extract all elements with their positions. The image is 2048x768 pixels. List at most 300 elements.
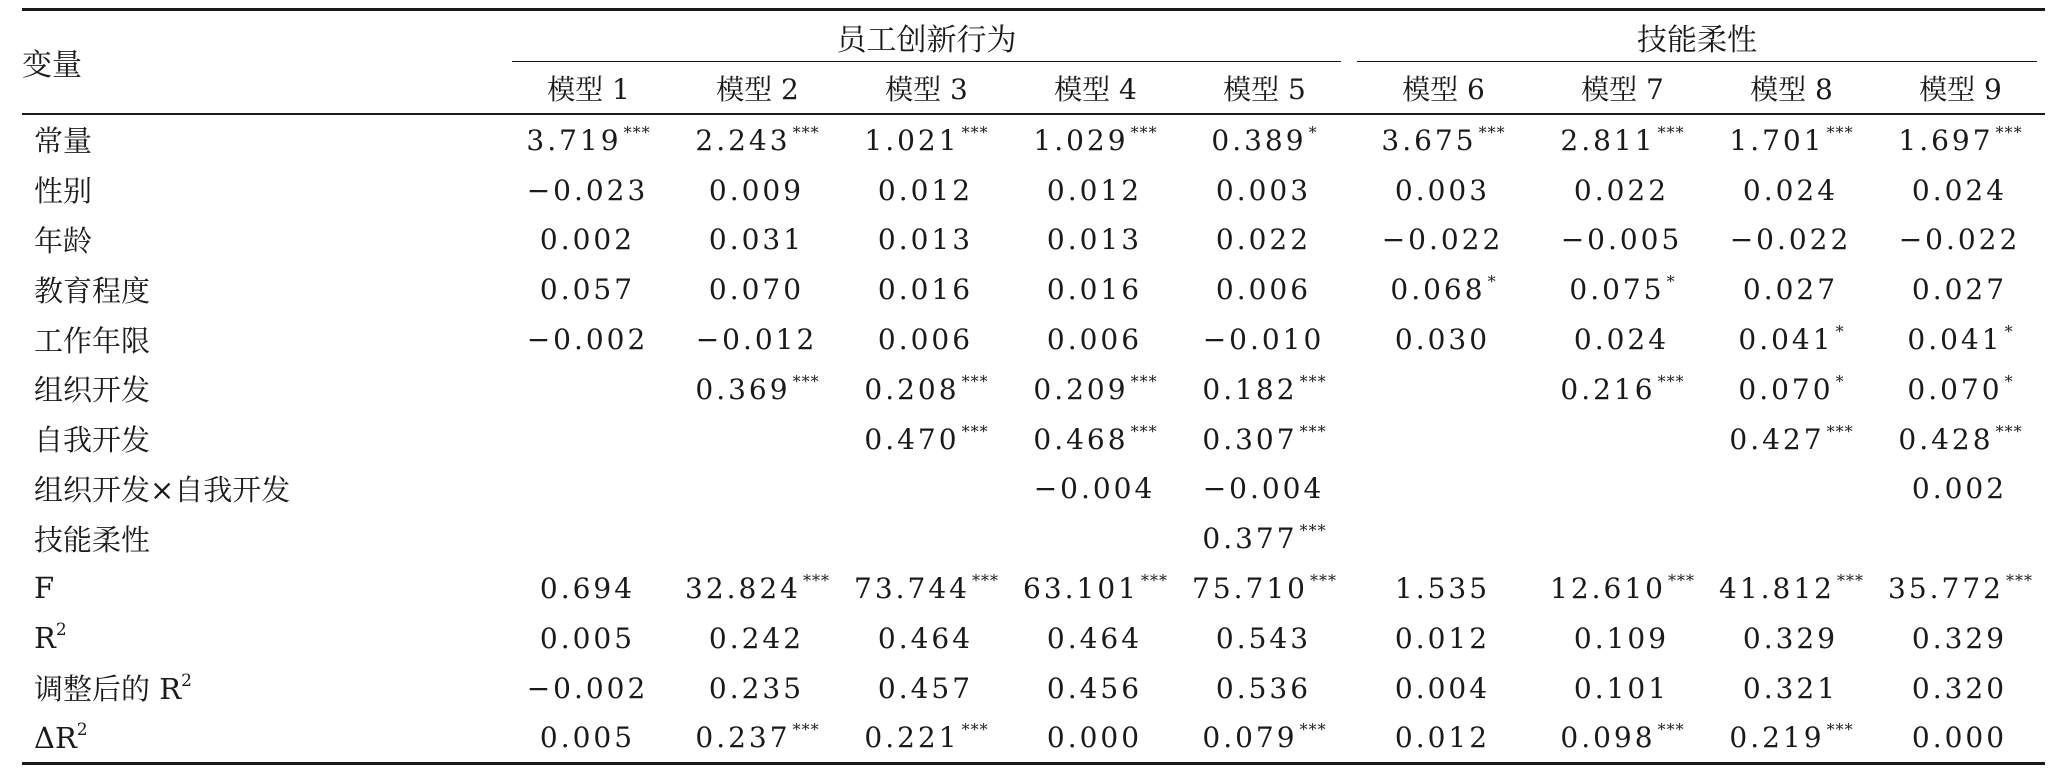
table-cell [1538,314,1707,364]
cell-content [1216,173,1313,207]
cell-content [864,720,988,754]
cell-content [1560,123,1684,157]
cell-content [1719,571,1864,605]
significance-marker: *** [1299,371,1327,391]
cell-content [1047,222,1144,256]
coefficient-value: 0.427 [1729,422,1825,456]
coefficient-value: 0.003 [1215,173,1312,207]
significance-marker: *** [1826,720,1854,740]
significance-marker: *** [1130,421,1158,441]
table-cell [673,114,842,165]
coefficient-value: 0.377 [1202,522,1298,556]
cell-content [1574,671,1671,705]
table-cell [1707,663,1876,713]
cell-content [1729,422,1853,456]
table-cell [842,613,1011,663]
row-label [22,613,504,663]
model-header: 模型 7 [1581,72,1664,106]
row-label-text: 自我开发 [34,423,151,458]
model-header: 模型 6 [1402,72,1485,106]
significance-marker: *** [961,371,989,391]
coefficient-value: 0.456 [1046,671,1143,705]
model-header: 模型 8 [1750,72,1833,106]
coefficient-value: 3.719 [526,123,622,157]
coefficient-value: 0.030 [1394,323,1491,357]
coefficient-value: 2.243 [695,123,791,157]
table-cell [1349,215,1538,265]
coefficient-value: 0.012 [877,173,974,207]
table-row [22,613,2045,663]
table-cell [504,364,673,414]
significance-marker: *** [1826,122,1854,142]
table-cell [842,513,1011,563]
model-header: 模型 5 [1223,72,1306,106]
cell-content [1561,222,1685,256]
table-cell [1876,713,2045,764]
cell-content [1202,422,1326,456]
cell-content [1216,621,1313,655]
cell-content [527,173,651,207]
cell-content [540,571,637,605]
coefficient-value: 0.536 [1215,671,1312,705]
cell-content [864,372,988,406]
coefficient-value: 0.464 [877,621,974,655]
regression-table-container [22,8,2033,765]
table-cell [1707,513,1876,563]
significance-marker: *** [2005,571,2033,591]
significance-marker: *** [961,421,989,441]
table-cell [1876,264,2045,314]
cell-content [1729,123,1853,157]
coefficient-value: 63.101 [1023,572,1139,606]
coefficient-value: −0.002 [526,671,649,705]
cell-content [1203,471,1327,505]
cell-content [696,322,820,356]
cell-content [685,571,830,605]
significance-marker: * [1835,371,1845,391]
table-cell [1538,114,1707,165]
significance-marker: *** [1657,122,1685,142]
table-cell [673,165,842,215]
cell-content [1791,521,1793,555]
coefficient-value: 0.098 [1560,721,1656,755]
table-cell [1876,414,2045,464]
table-cell [504,713,673,764]
cell-content [1203,322,1327,356]
row-label [22,165,504,215]
cell-content [1574,621,1671,655]
table-cell [673,364,842,414]
cell-content [1395,322,1492,356]
table-cell [1011,513,1180,563]
coefficient-value: −0.004 [1202,472,1325,506]
cell-content [1382,222,1506,256]
row-label [22,314,504,364]
cell-content [757,471,759,505]
variable-column-header: 变量 [22,10,504,115]
table-cell [842,713,1011,764]
table-cell [1707,364,1876,414]
coefficient-value: 0.006 [877,323,974,357]
model-header: 模型 2 [716,72,799,106]
coefficient-value: 0.003 [1394,173,1491,207]
table-cell [504,464,673,514]
row-label-text: 组织开发 [34,373,151,408]
table-cell [1876,165,2045,215]
cell-content [1202,521,1326,555]
cell-content [540,272,637,306]
coefficient-value: −0.022 [1381,223,1504,257]
significance-marker: * [2004,322,2014,342]
cell-content [1216,272,1313,306]
significance-marker: *** [1657,720,1685,740]
table-cell [1707,563,1876,613]
cell-content [1395,720,1492,754]
cell-content [1574,322,1671,356]
coefficient-value: 0.321 [1742,671,1839,705]
model-header: 模型 4 [1054,72,1137,106]
table-row [22,464,2045,514]
significance-marker: *** [792,122,820,142]
cell-content [527,671,651,705]
coefficient-value: 0.457 [877,671,974,705]
cell-content [926,471,928,505]
coefficient-value: 32.824 [685,572,801,606]
table-cell [1349,613,1538,663]
cell-content [1023,571,1168,605]
cell-content [709,621,806,655]
table-cell [842,314,1011,364]
table-cell [673,713,842,764]
coefficient-value: 0.000 [1911,721,2008,755]
row-label-text: 组织开发×自我开发 [34,472,291,507]
table-cell [1011,264,1180,314]
cell-content [1912,471,2009,505]
cell-content [1907,322,2013,356]
coefficient-value: 41.812 [1719,572,1835,606]
table-cell [1876,314,2045,364]
coefficient-value: 0.320 [1911,671,2008,705]
cell-content [878,322,975,356]
table-cell [1349,464,1538,514]
cell-content [1216,671,1313,705]
coefficient-value: 0.027 [1911,273,2008,307]
cell-content [1550,571,1695,605]
table-cell [1707,713,1876,764]
coefficient-value: 0.182 [1202,372,1298,406]
table-cell [673,563,842,613]
cell-content [878,173,975,207]
table-cell [1707,464,1876,514]
cell-content [695,720,819,754]
row-label-superscript: 2 [76,719,88,740]
cell-content [1912,720,2009,754]
row-label-text: R [34,621,56,656]
coefficient-value: 35.772 [1888,572,2004,606]
significance-marker: *** [1667,571,1695,591]
table-cell [504,314,673,364]
cell-content [1202,720,1326,754]
coefficient-value: −0.005 [1560,223,1683,257]
significance-marker: *** [1130,122,1158,142]
coefficient-value: 1.697 [1898,123,1994,157]
cell-content [588,521,590,555]
table-cell [1349,364,1538,414]
table-cell [1876,215,2045,265]
cell-content [1443,471,1445,505]
cell-content [757,521,759,555]
significance-marker: *** [1826,421,1854,441]
table-cell [1011,563,1180,613]
significance-marker: *** [1299,421,1327,441]
coefficient-value: 0.694 [539,572,636,606]
table-cell [1538,264,1707,314]
cell-content [1743,173,1840,207]
table-cell [504,114,673,165]
table-cell [1876,563,2045,613]
row-label [22,663,504,713]
table-cell [1707,314,1876,364]
cell-content [1912,621,2009,655]
table-cell [673,264,842,314]
coefficient-value: 0.024 [1911,173,2008,207]
coefficient-value: 1.535 [1394,572,1491,606]
table-cell [1011,215,1180,265]
table-cell [673,215,842,265]
cell-content [878,222,975,256]
table-row [22,513,2045,563]
group-header-innovation: 员工创新行为 [504,10,1349,63]
coefficient-value: 0.006 [1046,323,1143,357]
cell-content [1443,422,1445,456]
cell-content [540,621,637,655]
significance-marker: *** [1140,571,1168,591]
table-cell [1180,264,1349,314]
cell-content [1791,471,1793,505]
table-cell [504,165,673,215]
table-cell [504,215,673,265]
coefficient-value: −0.022 [1729,223,1852,257]
cell-content [695,372,819,406]
cell-content [1395,173,1492,207]
significance-marker: *** [1130,371,1158,391]
coefficient-value: 0.009 [708,173,805,207]
coefficient-value: 0.543 [1215,621,1312,655]
table-cell [504,513,673,563]
table-row [22,663,2045,713]
significance-marker: *** [961,122,989,142]
coefficient-value: 0.219 [1729,721,1825,755]
coefficient-value: 0.022 [1573,173,1670,207]
row-label [22,364,504,414]
cell-content [1743,671,1840,705]
coefficient-value: 0.307 [1202,422,1298,456]
cell-content [1622,422,1624,456]
table-cell [842,264,1011,314]
cell-content [1047,173,1144,207]
table-row [22,114,2045,165]
row-label-superscript: 2 [181,671,192,692]
cell-content [588,471,590,505]
coefficient-value: −0.022 [1898,223,2021,257]
coefficient-value: 0.012 [1394,621,1491,655]
cell-content [527,322,651,356]
row-label-text: 常量 [34,124,93,159]
cell-content [1960,521,1962,555]
model-header: 模型 3 [885,72,968,106]
coefficient-value: 0.068 [1390,273,1486,307]
table-row [22,314,2045,364]
cell-content [1912,671,2009,705]
table-cell [1707,613,1876,663]
table-cell [1538,464,1707,514]
table-row [22,563,2045,613]
table-cell [1180,613,1349,663]
cell-content [526,123,650,157]
row-label-text: 工作年限 [34,323,151,358]
regression-results-table [22,8,2045,765]
table-cell [842,464,1011,514]
coefficient-value: 0.237 [695,721,791,755]
group-header-skill-flexibility: 技能柔性 [1349,10,2045,63]
coefficient-value: 0.101 [1573,671,1670,705]
significance-marker: *** [792,720,820,740]
significance-marker: *** [971,571,999,591]
cell-content [878,671,975,705]
significance-marker: * [2004,371,2014,391]
table-row [22,215,2045,265]
table-cell [1011,364,1180,414]
coefficient-value: −0.010 [1202,323,1325,357]
row-label [22,114,504,165]
table-row [22,364,2045,414]
coefficient-value: 1.021 [864,123,960,157]
table-cell [1538,215,1707,265]
coefficient-value: 0.041 [1738,323,1834,357]
table-cell [1349,663,1538,713]
cell-content [1560,372,1684,406]
coefficient-value: 0.079 [1202,721,1298,755]
row-label-text: 技能柔性 [34,522,151,557]
significance-marker: *** [961,720,989,740]
cell-content [1729,720,1853,754]
coefficient-value: 0.209 [1033,372,1129,406]
coefficient-value: 0.013 [1046,223,1143,257]
row-label [22,713,504,764]
row-label-text: 教育程度 [34,273,151,308]
cell-content [1560,720,1684,754]
cell-content [1622,521,1624,555]
table-cell [1349,314,1538,364]
table-cell [1180,563,1349,613]
table-cell [1180,364,1349,414]
cell-content [709,173,806,207]
cell-content [1211,123,1317,157]
significance-marker: *** [1657,371,1685,391]
table-cell [1011,165,1180,215]
table-cell [1180,464,1349,514]
table-cell [1180,713,1349,764]
table-body [22,114,2045,764]
table-cell [1538,563,1707,613]
significance-marker: *** [623,122,651,142]
cell-content [1743,621,1840,655]
cell-content [1907,372,2013,406]
row-label-text: 性别 [34,174,93,209]
coefficient-value: 0.070 [708,273,805,307]
table-cell [673,663,842,713]
cell-content [1899,222,2023,256]
coefficient-value: 2.811 [1560,123,1656,157]
table-cell [1011,464,1180,514]
table-cell [504,663,673,713]
row-label [22,464,504,514]
cell-content [1216,222,1313,256]
table-cell [1180,414,1349,464]
row-label-text: F [34,571,55,606]
significance-marker: *** [802,571,830,591]
coefficient-value: −0.004 [1033,472,1156,506]
row-label [22,264,504,314]
cell-content [757,422,759,456]
table-cell [673,464,842,514]
significance-marker: *** [1836,571,1864,591]
table-cell [842,215,1011,265]
cell-content [878,621,975,655]
coefficient-value: 0.012 [1394,721,1491,755]
table-row [22,713,2045,764]
table-cell [1538,613,1707,663]
row-label [22,215,504,265]
table-cell [842,114,1011,165]
significance-marker: *** [1299,720,1327,740]
significance-marker: *** [1478,122,1506,142]
coefficient-value: 1.029 [1033,123,1129,157]
cell-content [1574,173,1671,207]
cell-content [1743,272,1840,306]
coefficient-value: 0.027 [1742,273,1839,307]
coefficient-value: 0.004 [1394,671,1491,705]
coefficient-value: 0.024 [1742,173,1839,207]
coefficient-value: 0.057 [539,273,636,307]
table-header [22,10,2045,115]
coefficient-value: 0.208 [864,372,960,406]
cell-content [1738,322,1844,356]
significance-marker: * [1487,272,1497,292]
table-cell [1011,314,1180,364]
table-cell [1707,264,1876,314]
coefficient-value: 0.070 [1907,372,2003,406]
cell-content [540,222,637,256]
cell-content [1047,720,1144,754]
coefficient-value: 0.005 [539,721,636,755]
significance-marker: *** [1995,122,2023,142]
cell-content [1047,272,1144,306]
table-cell [1538,364,1707,414]
significance-marker: *** [792,371,820,391]
coefficient-value: 0.016 [877,273,974,307]
cell-content [854,571,999,605]
coefficient-value: 0.075 [1569,273,1665,307]
table-cell [673,314,842,364]
cell-content [1202,372,1326,406]
cell-content [1033,422,1157,456]
cell-content [1395,671,1492,705]
coefficient-value: 0.369 [695,372,791,406]
table-cell [1180,314,1349,364]
table-cell [1538,414,1707,464]
cell-content [1898,422,2022,456]
